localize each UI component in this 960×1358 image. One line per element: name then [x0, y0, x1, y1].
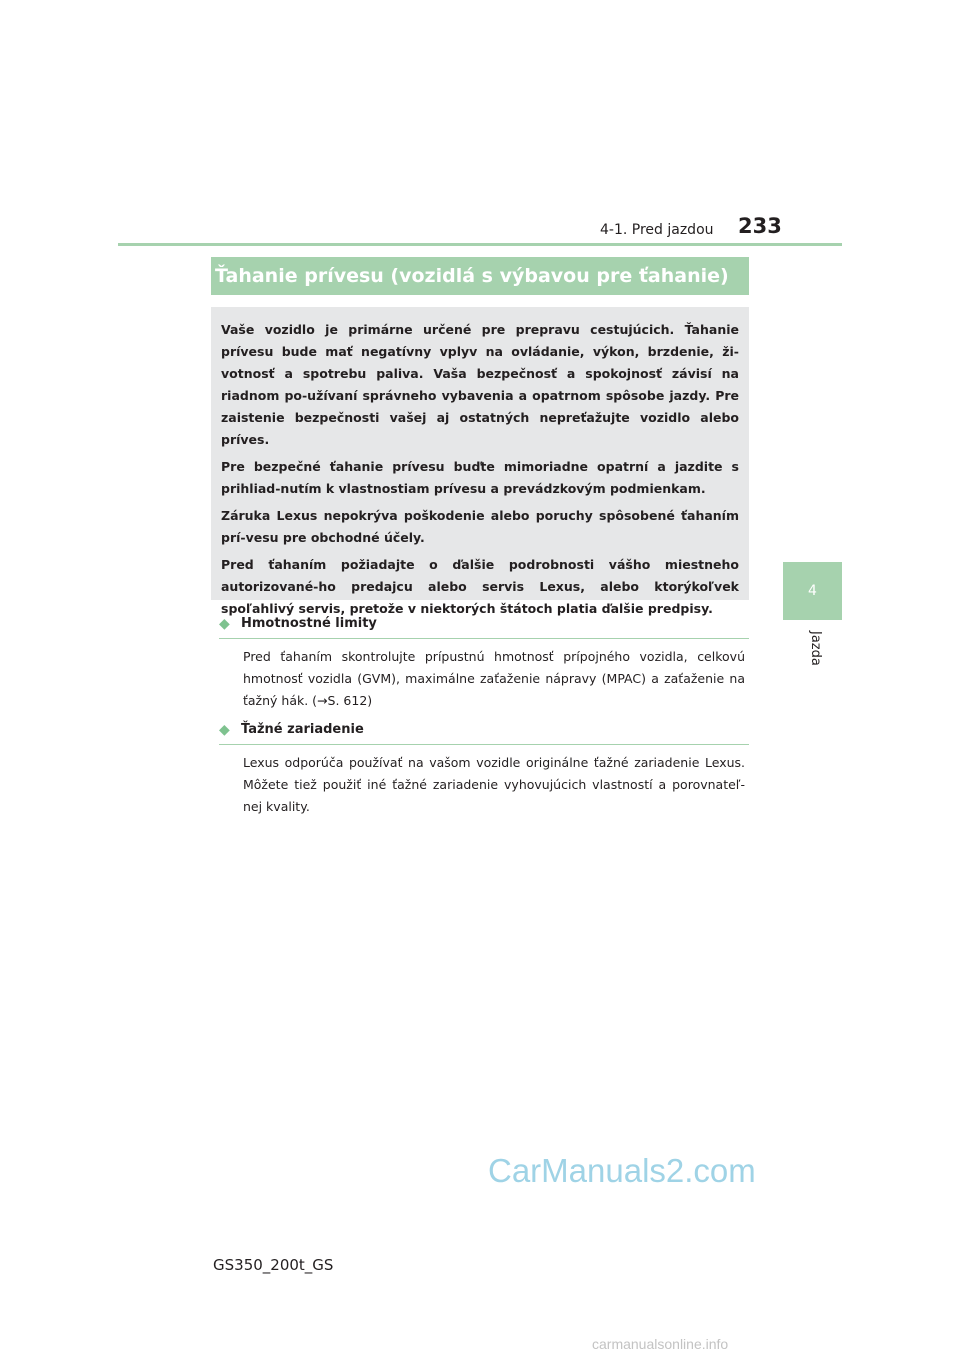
subsection-heading-text: Ťažné zariadenie [241, 722, 364, 737]
diamond-bullet-icon: ◆ [219, 616, 230, 632]
intro-paragraph: Záruka Lexus nepokrýva poškodenie alebo poruchy spôsobené ťahaním prí-vesu pre obchodné účely. [221, 508, 739, 545]
intro-box [211, 307, 749, 616]
watermark-url: carmanualsonline.info [592, 1336, 729, 1352]
subsection-body: Pred ťahaním skontrolujte prípustnú hmotnosť prípojného vozidla, celkovú hmotnosť vozidla (GVM), maximálne zaťaženie nápravy (MPAC) a zaťaženie na ťažný hák. (→S. 612) [243, 649, 745, 708]
diamond-bullet-icon: ◆ [219, 722, 230, 738]
watermark-logo: CarManuals2.com [488, 1152, 756, 1189]
chapter-tab-label: Jazda [808, 631, 823, 666]
intro-paragraph: Vaše vozidlo je primárne určené pre prepravu cestujúcich. Ťahanie prívesu bude mať negatívny vplyv na ovládanie, výkon, brzdenie, ži-votnosť a spotrebu paliva. Vaša bezpečnosť a spokojnosť závisí na riadnom po-užívaní správneho vybavenia a opatrnom spôsobe jazdy. Pre zaistenie bezpečnosti vašej aj ostatných nepreťažujte vozidlo alebo príves. [221, 322, 739, 447]
header-rule [118, 243, 842, 246]
subsection-heading-text: Hmotnostné limity [241, 616, 377, 631]
intro-paragraph: Pre bezpečné ťahanie prívesu buďte mimoriadne opatrní a jazdite s prihliad-nutím k vlastnostiam prívesu a prevádzkovým podmienkam. [221, 459, 739, 496]
subsection-heading-towing-hitch [219, 722, 749, 745]
intro-paragraph: Pred ťahaním požiadajte o ďalšie podrobnosti vášho miestneho autorizované-ho predajcu alebo servis Lexus, alebo ktorýkoľvek spoľahlivý servis, pretože v niektorých štátoch platia ďalšie predpisy. [221, 557, 739, 616]
section-title: Ťahanie prívesu (vozidlá s výbavou pre ťahanie) [211, 257, 749, 295]
subsection-heading-weight-limits [219, 616, 749, 639]
chapter-tab-number: 4 [808, 583, 817, 599]
chapter-tab [783, 562, 842, 620]
chapter-title: 4-1. Pred jazdou [600, 222, 714, 238]
subsection-body: Lexus odporúča používať na vašom vozidle originálne ťažné zariadenie Lexus. Môžete tiež použiť iné ťažné zariadenie vyhovujúcich vlastností a porovnateľ-nej kvality. [243, 755, 745, 814]
footer-model-code: GS350_200t_GS [213, 1256, 334, 1274]
page-number: 233 [738, 214, 782, 238]
